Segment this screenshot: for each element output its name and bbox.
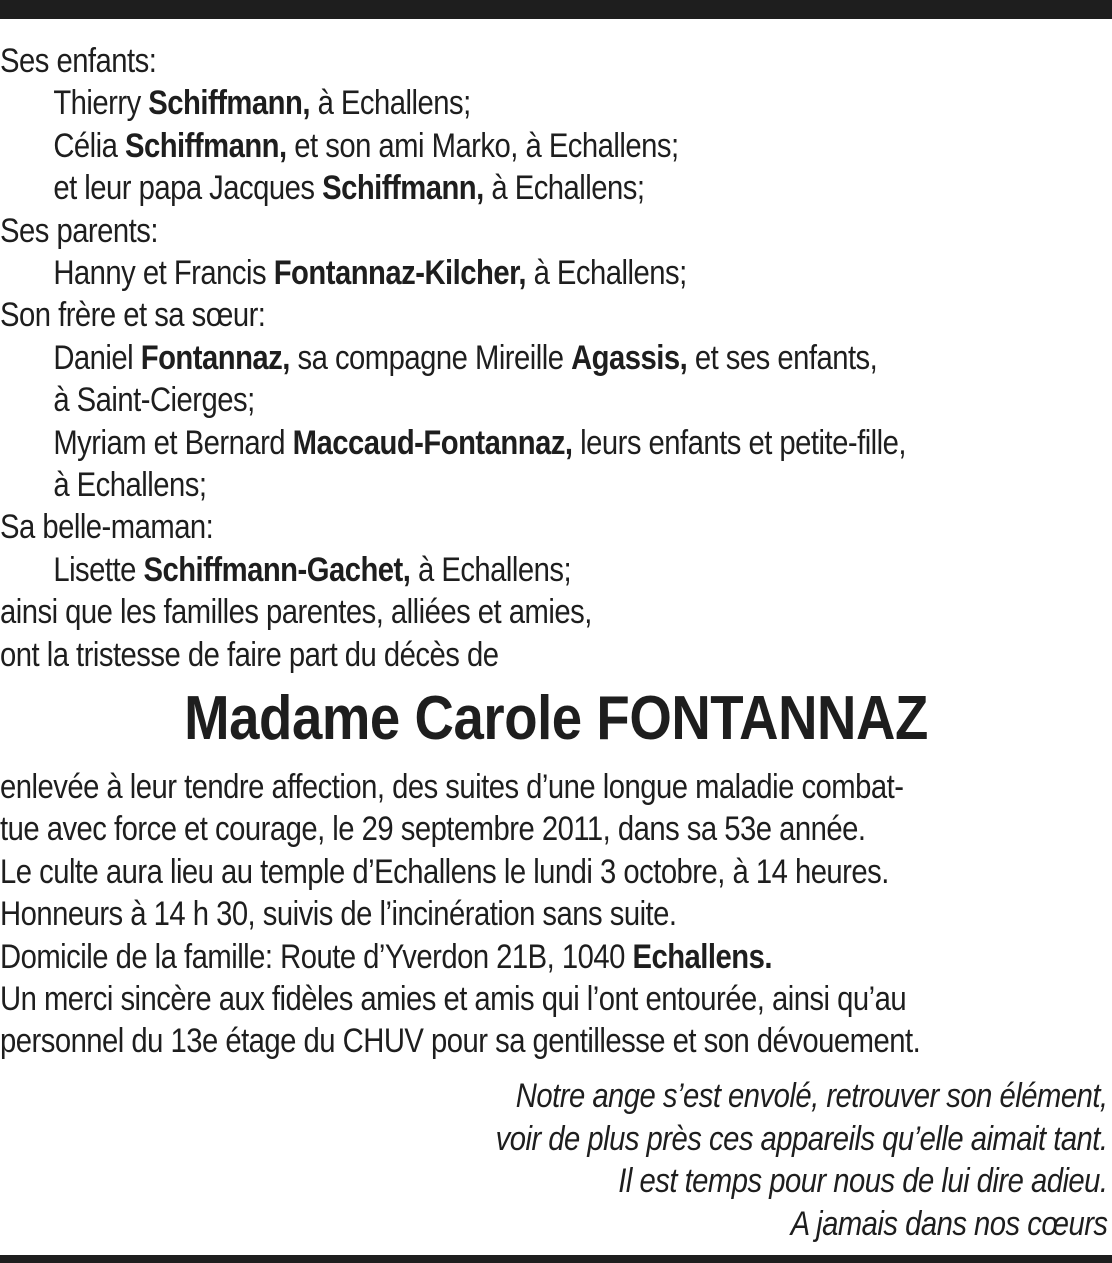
poem	[396, 1075, 1108, 1245]
detail-line: Domicile de la famille: Route d’Yverdon 21B, 1040 Echallens.	[0, 937, 772, 976]
family-entry: Thierry Schiffmann, à Echallens;	[53, 84, 471, 123]
family-heading: Sa belle-maman:	[0, 508, 214, 547]
detail-line: enlevée à leur tendre affection, des suites d’une longue maladie combat-	[0, 768, 904, 806]
family-entry: Daniel Fontannaz, sa compagne Mireille Agassis, et ses enfants,	[53, 338, 878, 377]
family-entry: à Saint-Cierges;	[53, 381, 255, 420]
poem-line: Il est temps pour nous de lui dire adieu.	[618, 1162, 1108, 1200]
family-closing: ainsi que les familles parentes, alliées et amies,	[0, 593, 592, 632]
family-heading: Ses enfants:	[0, 42, 157, 80]
family-entry: à Echallens;	[53, 466, 207, 505]
family-entry: Hanny et Francis Fontannaz-Kilcher, à Echallens;	[53, 254, 687, 293]
detail-line: personnel du 13e étage du CHUV pour sa gentillesse et son dévouement.	[0, 1022, 921, 1061]
detail-line: Le culte aura lieu au temple d’Echallens le lundi 3 octobre, à 14 heures.	[0, 852, 889, 891]
family-closing: ont la tristesse de faire part du décès de	[0, 635, 499, 674]
detail-line: Honneurs à 14 h 30, suivis de l’incinération sans suite.	[0, 895, 677, 934]
detail-line: tue avec force et courage, le 29 septembre 2011, dans sa 53e année.	[0, 810, 866, 849]
family-entry: Célia Schiffmann, et son ami Marko, à Echallens;	[53, 126, 679, 165]
deceased-name: Madame Carole FONTANNAZ	[184, 684, 928, 753]
details	[0, 766, 1112, 1063]
detail-line: Un merci sincère aux fidèles amies et amis qui l’ont entourée, ainsi qu’au	[0, 980, 907, 1019]
poem-line: A jamais dans nos cœurs	[791, 1204, 1108, 1243]
poem-line: voir de plus près ces appareils qu’elle aimait tant.	[496, 1119, 1108, 1158]
family-list	[0, 40, 1112, 676]
family-heading: Son frère et sa sœur:	[0, 296, 266, 335]
family-entry: Myriam et Bernard Maccaud-Fontannaz, leurs enfants et petite-fille,	[53, 423, 906, 462]
family-entry: et leur papa Jacques Schiffmann, à Echallens;	[53, 169, 645, 208]
family-heading: Ses parents:	[0, 211, 158, 250]
top-rule	[0, 0, 1112, 19]
family-entry: Lisette Schiffmann-Gachet, à Echallens;	[53, 550, 572, 589]
bottom-rule	[0, 1255, 1112, 1263]
poem-line: Notre ange s’est envolé, retrouver son élément,	[516, 1077, 1108, 1115]
